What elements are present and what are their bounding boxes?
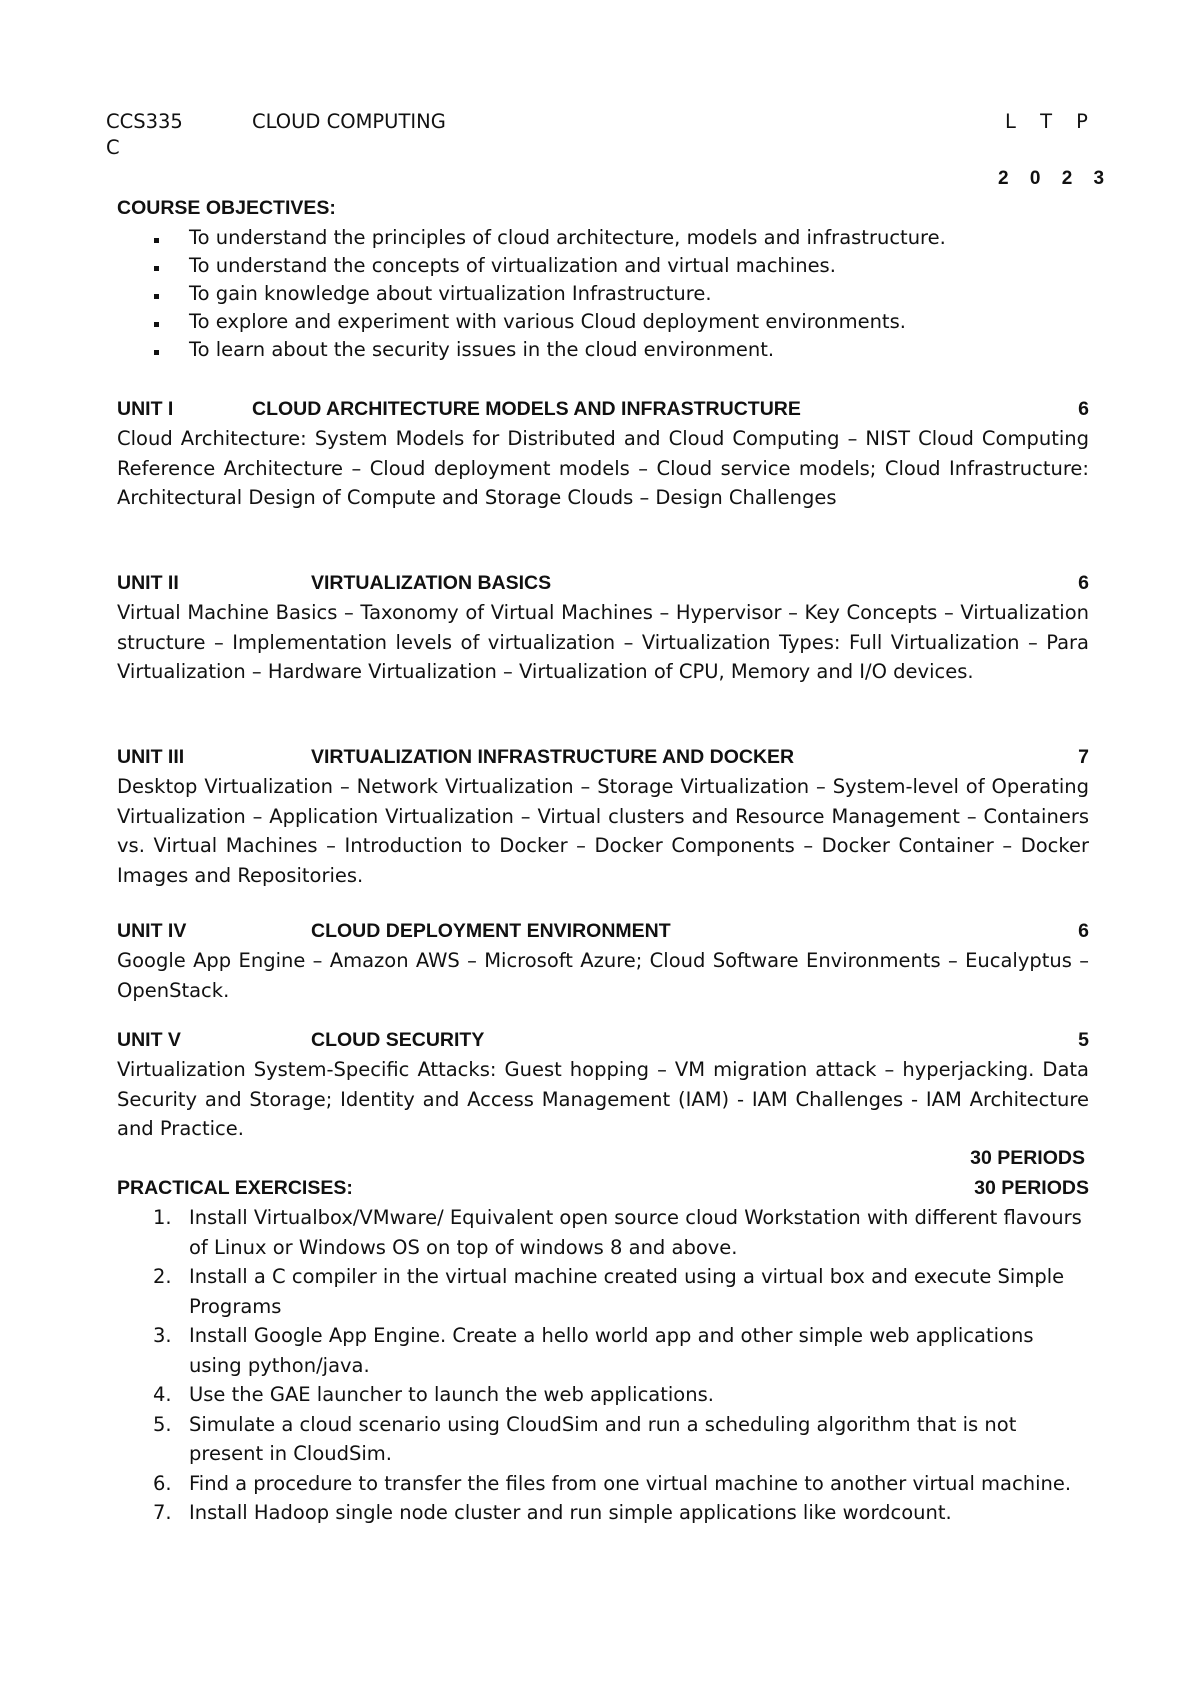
practical-periods: 30 PERIODS bbox=[974, 1177, 1089, 1199]
unit-title: CLOUD DEPLOYMENT ENVIRONMENT bbox=[311, 920, 671, 942]
item-text: Find a procedure to transfer the files from one virtual machine to another virtual machine. bbox=[189, 1471, 1072, 1495]
course-code: CCS335 bbox=[106, 110, 183, 133]
unit-5-content: Virtualization System-Specific Attacks: Guest hopping – VM migration attack – hyperjacking. Data Security and Storage; Identity and Access Management (IAM) - IAM Challenges - IAM Architecture and Practice. bbox=[117, 1058, 1089, 1140]
credits-values: 2 0 2 3 bbox=[998, 168, 1113, 189]
item-text: Install Google App Engine. Create a hello world app and other simple web applications using python/java. bbox=[189, 1324, 1034, 1377]
unit-5-header bbox=[117, 1027, 1089, 1053]
unit-hours: 6 bbox=[1078, 572, 1089, 594]
ltpc-wrap: C bbox=[106, 136, 120, 159]
item-number: 7. bbox=[153, 1501, 172, 1524]
objectives-heading: COURSE OBJECTIVES: bbox=[117, 197, 336, 219]
unit-title: VIRTUALIZATION INFRASTRUCTURE AND DOCKER bbox=[311, 746, 795, 768]
practical-item bbox=[117, 1321, 1097, 1380]
unit-hours: 6 bbox=[1078, 920, 1089, 942]
item-text: Use the GAE launcher to launch the web applications. bbox=[189, 1383, 714, 1406]
unit-3-header bbox=[117, 744, 1089, 770]
unit-title: CLOUD ARCHITECTURE MODELS AND INFRASTRUCTURE bbox=[252, 398, 801, 420]
item-text: Install Hadoop single node cluster and run simple applications like wordcount. bbox=[189, 1501, 952, 1524]
unit-3-content: Desktop Virtualization – Network Virtualization – Storage Virtualization – System-level of Operating Virtualization – Application Virtualization – Virtual clusters and Resource Management – Containers vs. Virtual Machines – Introduction to Docker – Docker Components – Docker Container – Docker Images and Repositories. bbox=[117, 775, 1089, 887]
item-number: 4. bbox=[153, 1383, 172, 1406]
item-number: 6. bbox=[153, 1471, 172, 1495]
unit-number: UNIT II bbox=[117, 572, 179, 594]
item-text: Simulate a cloud scenario using CloudSim and run a scheduling algorithm that is not present in CloudSim. bbox=[189, 1412, 1017, 1465]
unit-4-header bbox=[117, 918, 1089, 944]
objective-item: To understand the principles of cloud architecture, models and infrastructure. bbox=[117, 224, 1097, 252]
ltpc-label: L T P bbox=[1005, 110, 1097, 133]
unit-hours: 6 bbox=[1078, 398, 1089, 420]
unit-number: UNIT V bbox=[117, 1029, 181, 1051]
practical-item bbox=[117, 1203, 1097, 1262]
unit-title: VIRTUALIZATION BASICS bbox=[311, 572, 552, 594]
unit-2-header bbox=[117, 570, 1089, 596]
unit-1-content: Cloud Architecture: System Models for Distributed and Cloud Computing – NIST Cloud Computing Reference Architecture – Cloud deployment models – Cloud service models; Cloud Infrastructure: Architectural Design of Compute and Storage Clouds – Design Challenges bbox=[117, 427, 1089, 509]
unit-4-content: Google App Engine – Amazon AWS – Microsoft Azure; Cloud Software Environments – Eucalyptus – OpenStack. bbox=[117, 949, 1089, 1002]
theory-periods: 30 PERIODS bbox=[970, 1147, 1085, 1169]
unit-2-content: Virtual Machine Basics – Taxonomy of Virtual Machines – Hypervisor – Key Concepts – Virtualization structure – Implementation levels of virtualization – Virtualization Types: Full Virtualization – Para Virtualization – Hardware Virtualization – Virtualization of CPU, Memory and I/O devices. bbox=[117, 601, 1089, 683]
practical-item bbox=[117, 1469, 1097, 1499]
unit-hours: 5 bbox=[1078, 1029, 1089, 1051]
practical-item bbox=[117, 1498, 1097, 1528]
practical-list bbox=[117, 1203, 1097, 1528]
practical-item bbox=[117, 1262, 1097, 1321]
objective-item: To understand the concepts of virtualization and virtual machines. bbox=[117, 252, 1097, 280]
practical-item bbox=[117, 1410, 1097, 1469]
item-number: 5. bbox=[153, 1412, 172, 1436]
item-number: 1. bbox=[153, 1206, 172, 1229]
unit-number: UNIT IV bbox=[117, 920, 187, 942]
objective-item: To gain knowledge about virtualization Infrastructure. bbox=[117, 280, 1097, 308]
unit-number: UNIT III bbox=[117, 746, 185, 768]
practical-heading: PRACTICAL EXERCISES: bbox=[117, 1177, 353, 1199]
item-number: 2. bbox=[153, 1265, 172, 1288]
unit-1-header bbox=[117, 396, 1089, 422]
item-text: Install Virtualbox/VMware/ Equivalent open source cloud Workstation with different flavours of Linux or Windows OS on top of windows 8 and above. bbox=[189, 1206, 1082, 1259]
practical-item bbox=[117, 1380, 1097, 1410]
objectives-list bbox=[117, 224, 1097, 364]
objective-item: To explore and experiment with various Cloud deployment environments. bbox=[117, 308, 1097, 336]
unit-hours: 7 bbox=[1078, 746, 1089, 768]
item-number: 3. bbox=[153, 1324, 172, 1347]
unit-title: CLOUD SECURITY bbox=[311, 1029, 485, 1051]
objective-item: To learn about the security issues in the cloud environment. bbox=[117, 336, 1097, 364]
unit-number: UNIT I bbox=[117, 398, 174, 420]
item-text: Install a C compiler in the virtual machine created using a virtual box and execute Simple Programs bbox=[189, 1265, 1065, 1318]
course-title: CLOUD COMPUTING bbox=[252, 110, 446, 133]
